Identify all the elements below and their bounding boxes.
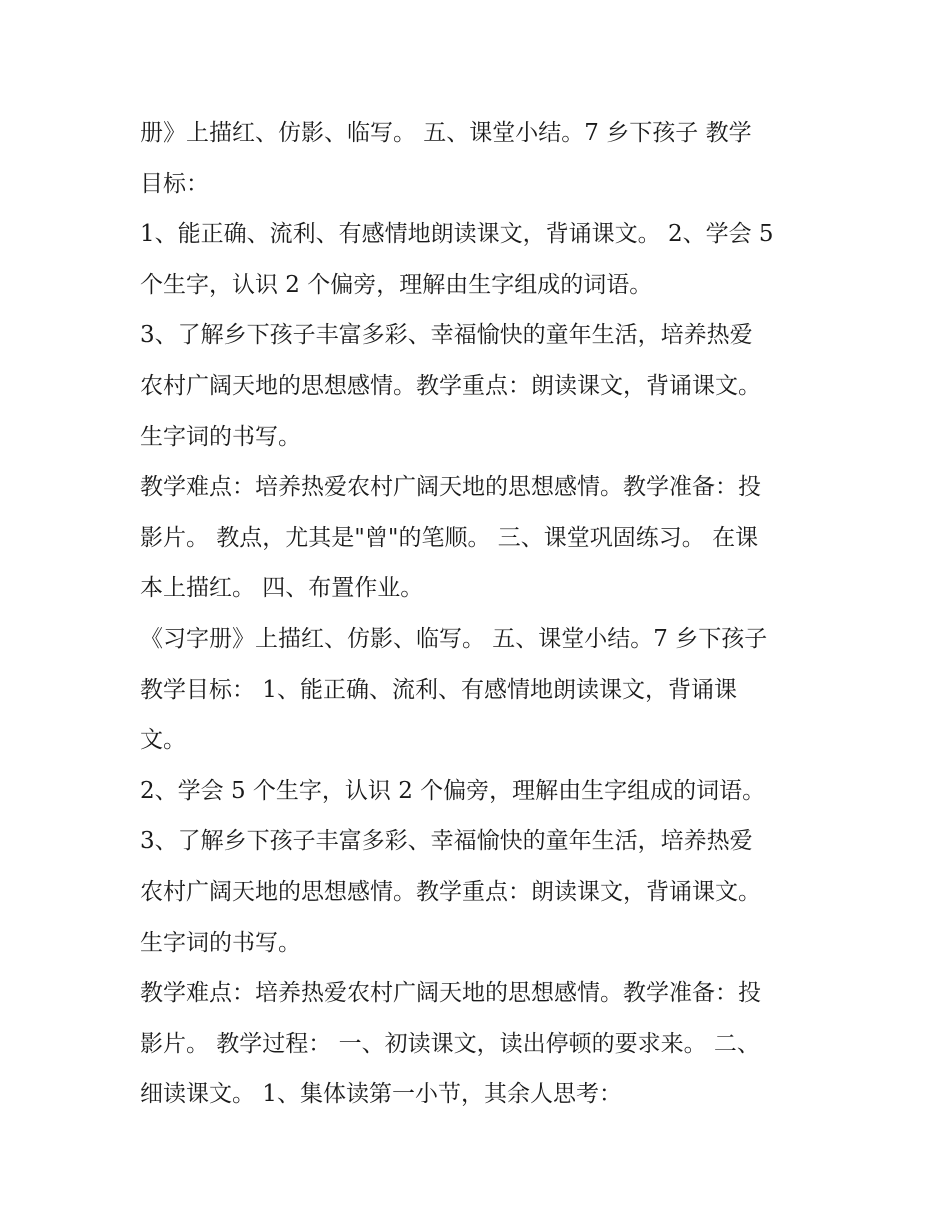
text-line: 3、了解乡下孩子丰富多彩、幸福愉快的童年生活，培养热爱	[140, 322, 753, 349]
text-line: 教学难点：培养热爱农村广阔天地的思想感情。教学准备：投	[140, 474, 761, 501]
text-line: 目标：	[140, 170, 209, 197]
paragraph-4	[140, 462, 830, 614]
text-line: 细读课文。 1、集体读第一小节，其余人思考：	[140, 1081, 622, 1108]
text-line: 本上描红。 四、布置作业。	[140, 575, 424, 602]
text-line: 生字词的书写。	[140, 423, 301, 450]
paragraph-5	[140, 614, 830, 766]
paragraph-1	[140, 108, 830, 209]
text-line: 农村广阔天地的思想感情。教学重点：朗读课文，背诵课文。	[140, 878, 761, 905]
paragraph-6	[140, 766, 830, 817]
text-line: 1、能正确、流利、有感情地朗读课文，背诵课文。 2、学会 5	[140, 221, 774, 248]
paragraph-7	[140, 816, 830, 968]
paragraph-3	[140, 310, 830, 462]
text-line: 农村广阔天地的思想感情。教学重点：朗读课文，背诵课文。	[140, 372, 761, 399]
text-line: 文。	[140, 727, 186, 754]
text-line: 教学目标： 1、能正确、流利、有感情地朗读课文，背诵课	[140, 676, 737, 703]
text-line: 个生字，认识 2 个偏旁，理解由生字组成的词语。	[140, 271, 653, 298]
text-line: 3、了解乡下孩子丰富多彩、幸福愉快的童年生活，培养热爱	[140, 828, 753, 855]
text-line: 教学难点：培养热爱农村广阔天地的思想感情。教学准备：投	[140, 980, 761, 1007]
text-line: 《习字册》上描红、仿影、临写。 五、课堂小结。7 乡下孩子	[140, 625, 768, 652]
paragraph-2	[140, 209, 830, 310]
paragraph-8	[140, 968, 830, 1120]
text-line: 生字词的书写。	[140, 929, 301, 956]
text-line: 影片。 教点，尤其是"曾"的笔顺。 三、课堂巩固练习。 在课	[140, 524, 759, 551]
document-body	[140, 108, 830, 1120]
text-line: 册》上描红、仿影、临写。 五、课堂小结。7 乡下孩子 教学	[140, 120, 752, 146]
text-line: 2、学会 5 个生字，认识 2 个偏旁，理解由生字组成的词语。	[140, 777, 766, 804]
text-line: 影片。 教学过程： 一、初读课文，读出停顿的要求来。 二、	[140, 1030, 760, 1057]
